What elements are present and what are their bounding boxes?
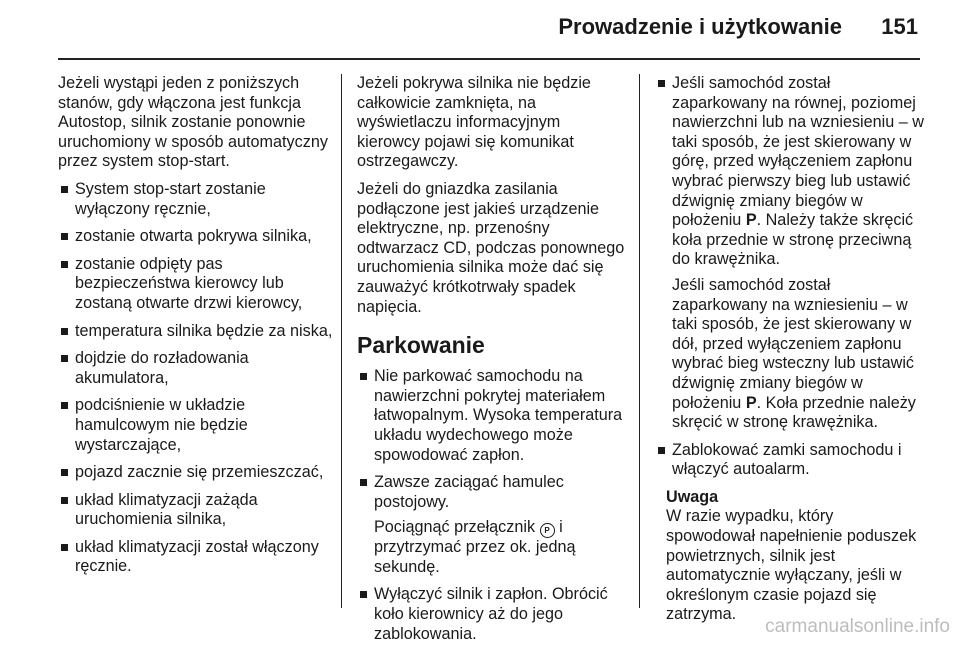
hood-warning-text: Jeżeli pokrywa silnika nie będzie całkowicie zamknięta, na wyświetlaczu informacyjnym kierowcy pojawi się komunikat ostrzegawczy. — [357, 74, 591, 171]
page-header — [0, 0, 960, 60]
list-item: układ klimatyzacji zażąda uruchomienia silnika, — [58, 491, 334, 530]
page-number: 151 — [881, 14, 918, 39]
column-divider — [341, 74, 342, 608]
bullet-icon — [61, 233, 68, 240]
list-item: Jeśli samochód został zaparkowany na równej, poziomej nawierzchni lub na wzniesieniu – w taki sposób, że jest skierowany w górę, przed wyłączeniem zapłonu wybrać pierwszy bieg lub ustawić dźwignię zmiany biegów w położeniu P. Należy także skręcić koła przednie w stronę przeciwną do krawężnika. Jeśli samochód został zaparkowany na wzniesieniu – w taki sposób, że jest skierowany w dół, przed wyłączeniem zapłonu wybrać bieg wsteczny lub ustawić dźwignię zmiany biegów w położeniu P. Koła przednie należy skręcić w stronę krawężnika. — [655, 74, 925, 433]
section-heading-parking: Parkowanie — [357, 332, 485, 359]
bullet-icon — [61, 261, 68, 268]
note-box — [655, 488, 925, 625]
list-item: Wyłączyć silnik i zapłon. Obrócić koło kierownicy aż do jego zablokowania. — [357, 585, 625, 644]
column-1 — [58, 74, 334, 585]
list-item: dojdzie do rozładowania akumulatora, — [58, 349, 334, 388]
bullet-icon — [61, 186, 68, 193]
list-item: układ klimatyzacji został włączony ręcznie. — [58, 538, 334, 577]
list-item: zostanie otwarta pokrywa silnika, — [58, 227, 334, 247]
bullet-icon — [61, 469, 68, 476]
list-item: podciśnienie w układzie hamulcowym nie będzie wystarczające, — [58, 396, 334, 455]
autostop-intro: Jeżeli wystąpi jeden z poniższych stanów, gdy włączona jest funkcja Autostop, silnik zostanie ponownie uruchomiony w sposób automatyczny przez system stop-start. — [58, 74, 328, 171]
restart-conditions-list — [58, 180, 334, 577]
column-divider — [639, 74, 640, 608]
watermark: carmanualsonline.info — [765, 616, 950, 637]
bullet-icon — [360, 373, 367, 380]
parking-brake-instruction: Pociągnąć przełącznik P i przytrzymać przez ok. jedną sekundę. — [374, 518, 576, 576]
bullet-icon — [360, 591, 367, 598]
bullet-icon — [61, 497, 68, 504]
list-item: Nie parkować samochodu na nawierzchni pokrytej materiałem łatwopalnym. Wysoka temperatura układu wydechowego może spowodować zapłon. — [357, 367, 625, 465]
list-item: System stop-start zostanie wyłączony ręcznie, — [58, 180, 334, 219]
voltage-drop-text: Jeżeli do gniazdka zasilania podłączone jest jakieś urządzenie elektryczne, np. przenośny odtwarzacz CD, podczas ponownego uruchomienia silnika może dać się zauważyć krótkotrwały spadek napięcia. — [357, 179, 625, 316]
note-title: Uwaga — [666, 487, 719, 506]
column-2 — [357, 74, 625, 652]
note-body: W razie wypadku, który spowodował napełnienie poduszek powietrznych, silnik jest automatycznie wyłączany, jeśli w określonym czasie pojazd się zatrzyma. — [666, 507, 917, 624]
page-title: Prowadzenie i użytkowanie — [558, 14, 842, 39]
header-divider — [58, 58, 920, 60]
column-3 — [655, 74, 925, 625]
list-item: pojazd zacznie się przemieszczać, — [58, 463, 334, 483]
bullet-icon — [658, 80, 665, 87]
list-item: temperatura silnika będzie za niska, — [58, 322, 334, 342]
bullet-icon — [61, 402, 68, 409]
bullet-icon — [61, 544, 68, 551]
parking-list — [357, 367, 625, 644]
bullet-icon — [61, 355, 68, 362]
gear-position-p: P — [745, 211, 757, 230]
bullet-icon — [61, 328, 68, 335]
list-item: Zablokować zamki samochodu i włączyć autoalarm. — [655, 441, 925, 480]
downhill-instruction: Jeśli samochód został zaparkowany na wzniesieniu – w taki sposób, że jest skierowany w dół, przed wyłączeniem zapłonu wybrać bieg wsteczny lub ustawić dźwignię zmiany biegów w położeniu P. Koła przednie należy skręcić w stronę krawężnika. — [672, 275, 916, 432]
list-item: Zawsze zaciągać hamulec postojowy. Pociągnąć przełącznik P i przytrzymać przez ok. jedną sekundę. — [357, 473, 625, 577]
bullet-icon — [360, 479, 367, 486]
list-item: zostanie odpięty pas bezpieczeństwa kierowcy lub zostaną otwarte drzwi kierowcy, — [58, 255, 334, 314]
parking-brake-icon: P — [540, 523, 555, 538]
parking-list-continued — [655, 74, 925, 480]
bullet-icon — [658, 447, 665, 454]
gear-position-p: P — [745, 393, 757, 412]
